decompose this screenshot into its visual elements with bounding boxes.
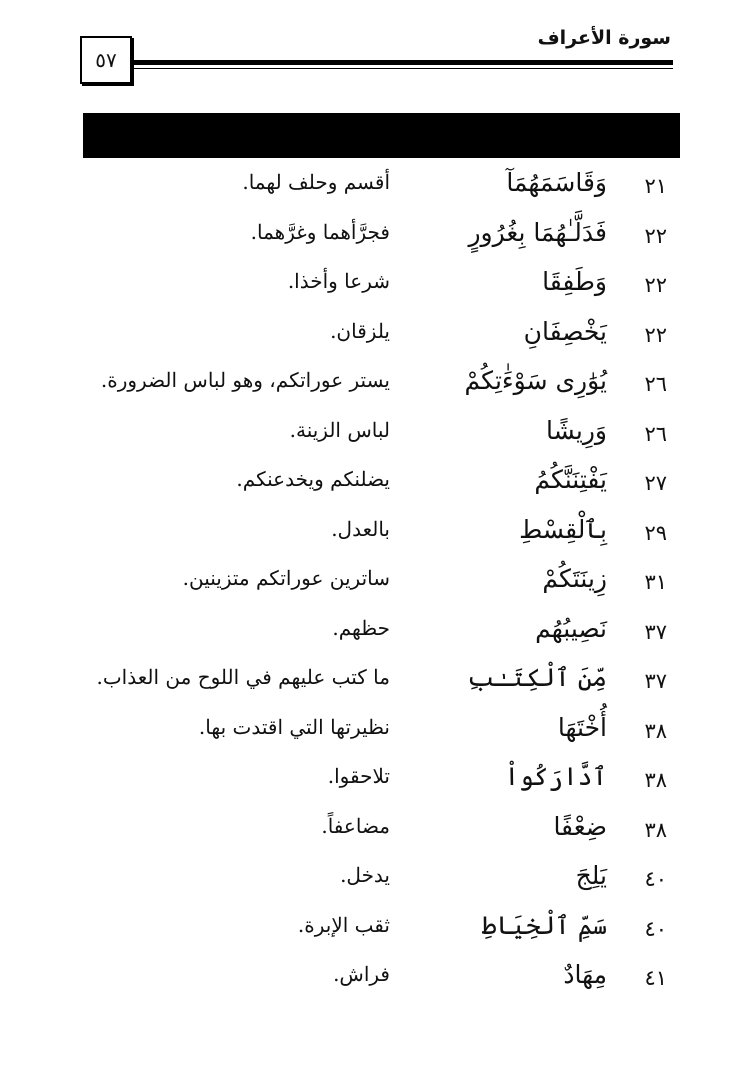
quran-word: ٱدَّارَكُواْ (504, 762, 607, 791)
list-item (0, 507, 755, 557)
quran-word: يَفْتِنَنَّكُمُ (534, 465, 607, 494)
word-meaning: فراش. (333, 962, 390, 986)
word-meaning: مضاعفاً. (321, 813, 390, 838)
verse-number: ٣٧ (644, 619, 667, 644)
word-meaning: حظهم. (332, 615, 390, 640)
word-meaning: ساترين عوراتكم متزينين. (182, 566, 390, 590)
black-banner (83, 113, 680, 158)
word-meaning: يستر عوراتكم، وهو لباس الضرورة. (100, 368, 390, 392)
list-item (0, 457, 755, 507)
verse-number: ٢٧ (644, 471, 667, 495)
verse-number: ٢٦ (644, 372, 667, 396)
quran-word: زِينَتَكُمْ (542, 564, 607, 593)
list-item (0, 408, 755, 458)
word-meaning: أقسم وحلف لهما. (242, 170, 390, 194)
word-meaning: فجرَّأهما وغرَّهما. (250, 219, 390, 244)
verse-number: ٤١ (644, 966, 667, 990)
list-item (0, 804, 755, 854)
quran-word: يُوَٰرِى سَوْءَٰتِكُمْ (464, 366, 607, 395)
quran-word: فَدَلَّـٰهُمَا بِغُرُورٍ (468, 217, 607, 247)
quran-word: وَرِيشًا (545, 415, 607, 445)
list-item (0, 358, 755, 408)
verse-number: ٣٨ (644, 718, 667, 743)
quran-word: سَمِّ ٱلْخِيَاطِ (481, 910, 607, 940)
list-item (0, 556, 755, 606)
word-meaning: ما كتب عليهم في اللوح من العذاب. (96, 665, 390, 689)
page-number: ٥٧ (80, 36, 132, 84)
list-item (0, 853, 755, 903)
quran-word: نَصِيبُهُم (535, 613, 607, 643)
verse-number: ٣٨ (644, 817, 667, 842)
quran-word: ضِعْفًا (553, 811, 607, 841)
word-meaning: شرعا وأخذا. (287, 269, 390, 293)
quran-word: يَلِجَ (575, 861, 607, 890)
quran-word: وَطَفِقَا (542, 267, 607, 296)
word-meaning: بالعدل. (331, 516, 390, 541)
verse-number: ٢٢ (644, 223, 667, 248)
verse-number: ٢٢ (644, 273, 667, 297)
quran-word: أُخْتَهَا (557, 712, 607, 742)
list-item (0, 160, 755, 210)
verse-number: ٢٢ (644, 322, 667, 347)
verse-number: ٣٨ (644, 768, 667, 792)
word-meaning: تلاحقوا. (327, 764, 390, 788)
list-item (0, 952, 755, 1002)
word-meaning: يدخل. (340, 863, 390, 887)
quran-word: مِهَادٌ (563, 960, 607, 989)
word-meaning: نظيرتها التي اقتدت بها. (198, 714, 390, 739)
list-item (0, 309, 755, 359)
verse-number: ٣٧ (644, 669, 667, 693)
list-item (0, 754, 755, 804)
surah-title: سورة الأعراف (537, 27, 671, 49)
word-meaning: لباس الزينة. (289, 417, 390, 442)
list-item (0, 259, 755, 309)
list-item (0, 705, 755, 755)
verse-number: ٤٠ (644, 916, 667, 941)
word-meaning: يلزقان. (330, 318, 390, 343)
list-item (0, 655, 755, 705)
list-item (0, 210, 755, 260)
list-item (0, 903, 755, 953)
quran-word: وَقَاسَمَهُمَآ (506, 168, 607, 197)
verse-number: ٤٠ (644, 867, 667, 891)
verse-number: ٣١ (644, 570, 667, 594)
quran-word: بِٱلْقِسْطِ (519, 514, 607, 544)
verse-number: ٢١ (644, 174, 667, 198)
verse-number: ٢٦ (644, 421, 667, 446)
word-meaning: ثقب الإبرة. (297, 912, 390, 937)
word-meaning: يضلنكم ويخدعنكم. (236, 467, 390, 491)
verse-number: ٢٩ (644, 520, 667, 545)
list-item (0, 606, 755, 656)
quran-word: يَخْصِفَانِ (523, 316, 607, 346)
quran-word: مِّنَ ٱلْكِتَـٰبِ (467, 663, 607, 692)
page-header (0, 0, 755, 95)
header-rule-thick (132, 60, 673, 65)
header-rule-thin (132, 68, 673, 69)
